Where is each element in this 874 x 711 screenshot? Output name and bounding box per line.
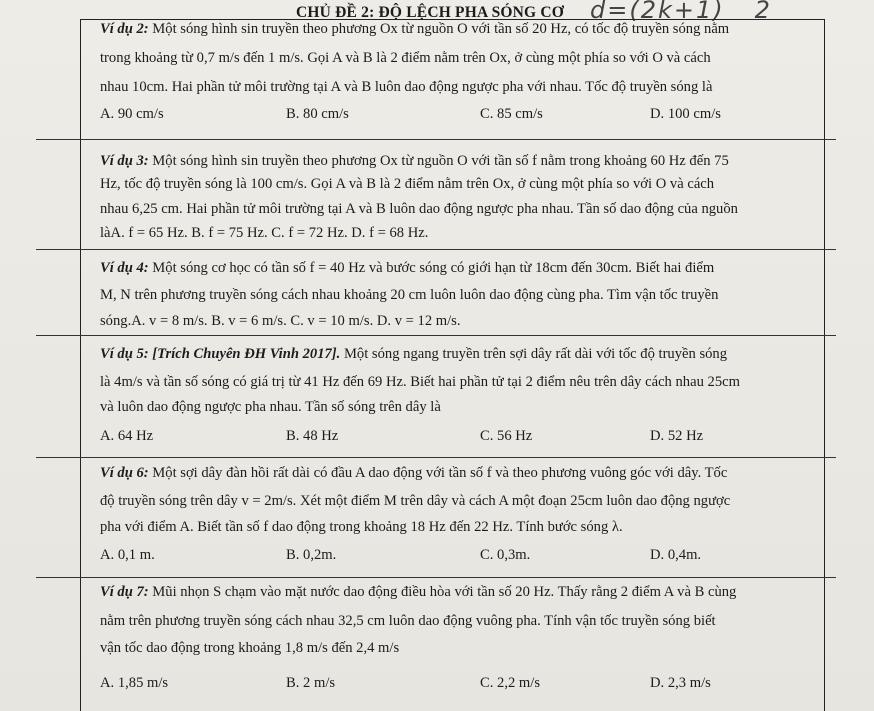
example-5-option-c: C. 56 Hz xyxy=(480,428,533,444)
example-7-label: Ví dụ 7: xyxy=(100,584,149,600)
example-7-option-c: C. 2,2 m/s xyxy=(480,675,541,691)
example-5-option-a: A. 64 Hz xyxy=(100,428,154,444)
example-2-line-3: nhau 10cm. Hai phần tử môi trường tại A và B luôn dao động ngược pha với nhau. Tốc độ truyền sóng là xyxy=(100,79,713,95)
example-7-option-d: D. 2,3 m/s xyxy=(650,675,711,691)
example-7-line-1: Ví dụ 7: Mũi nhọn S chạm vào mặt nước dao động điều hòa với tần số 20 Hz. Thấy rằng 2 điểm A và B cùng xyxy=(100,584,737,600)
example-2-option-c: C. 85 cm/s xyxy=(480,106,543,122)
example-5-line-1: Ví dụ 5: [Trích Chuyên ĐH Vinh 2017]. Một sóng ngang truyền trên sợi dây rất dài với tốc độ truyền sóng xyxy=(100,346,728,362)
example-3-label: Ví dụ 3: xyxy=(100,153,149,169)
example-3-row xyxy=(36,139,836,250)
example-3-options: làA. f = 65 Hz. B. f = 75 Hz. C. f = 72 Hz. D. f = 68 Hz. xyxy=(100,225,429,241)
example-2-label: Ví dụ 2: xyxy=(100,21,149,37)
example-6-option-d: D. 0,4m. xyxy=(650,547,702,563)
example-7-line-2: nằm trên phương truyền sóng cách nhau 32,5 cm luôn dao động vuông pha. Tính vận tốc truyền sóng biết xyxy=(100,613,716,629)
example-3-line-2: Hz, tốc độ truyền sóng là 100 cm/s. Gọi A và B là 2 điểm nằm trên Ox, ở cùng một phía so với O và cách xyxy=(100,176,715,192)
example-4-options: sóng.A. v = 8 m/s. B. v = 6 m/s. C. v = 10 m/s. D. v = 12 m/s. xyxy=(100,313,461,329)
example-6-line-2: độ truyền sóng trên dây v = 2m/s. Xét một điểm M trên dây và cách A một đoạn 25cm luôn dao động ngược xyxy=(100,493,731,509)
example-6-row xyxy=(36,457,836,578)
example-4-row xyxy=(36,249,836,336)
example-4-line-2: M, N trên phương truyền sóng cách nhau khoảng 20 cm luôn luôn dao động cùng pha. Tìm vận tốc truyền xyxy=(100,287,719,303)
example-5-label: Ví dụ 5: [Trích Chuyên ĐH Vinh 2017]. xyxy=(100,346,341,362)
example-5-line-3: và luôn dao động ngược pha nhau. Tần số sóng trên dây là xyxy=(100,399,441,415)
example-5-option-d: D. 52 Hz xyxy=(650,428,704,444)
example-7-option-a: A. 1,85 m/s xyxy=(100,675,169,691)
example-2-row xyxy=(36,19,836,140)
example-2-line-2: trong khoảng từ 0,7 m/s đến 1 m/s. Gọi A và B là 2 điểm nằm trên Ox, ở cùng một phía so với O và cách xyxy=(100,50,711,66)
example-2-option-a: A. 90 cm/s xyxy=(100,106,164,122)
example-7-line-3: vận tốc dao động trong khoảng 1,8 m/s đến 2,4 m/s xyxy=(100,640,400,656)
example-6-option-b: B. 0,2m. xyxy=(286,547,337,563)
example-4-label: Ví dụ 4: xyxy=(100,260,149,276)
example-6-option-a: A. 0,1 m. xyxy=(100,547,155,563)
example-5-row xyxy=(36,335,836,458)
example-2-line-1: Ví dụ 2: Một sóng hình sin truyền theo phương Ox từ nguồn O với tần số 20 Hz, có tốc độ truyền sóng nằm xyxy=(100,21,730,37)
example-7-row xyxy=(36,577,836,711)
example-2-option-d: D. 100 cm/s xyxy=(650,106,721,122)
example-2-option-b: B. 80 cm/s xyxy=(286,106,349,122)
example-3-line-3: nhau 6,25 cm. Hai phần tử môi trường tại A và B luôn dao động ngược pha nhau. Tần số dao động của nguồn xyxy=(100,201,738,217)
example-5-option-b: B. 48 Hz xyxy=(286,428,339,444)
example-7-option-b: B. 2 m/s xyxy=(286,675,336,691)
example-5-line-2: là 4m/s và tần số sóng có giá trị từ 41 Hz đến 69 Hz. Biết hai phần tử tại 2 điểm nêu trên dây cách nhau 25cm xyxy=(100,374,740,390)
handwritten-note: d=(2k+1) xyxy=(590,0,725,24)
example-3-line-1: Ví dụ 3: Một sóng hình sin truyền theo phương Ox từ nguồn O với tần số f nằm trong khoảng 60 Hz đến 75 xyxy=(100,153,729,169)
example-4-line-1: Ví dụ 4: Một sóng cơ học có tần số f = 40 Hz và bước sóng có giới hạn từ 18cm đến 30cm. Biết hai điểm xyxy=(100,260,715,276)
example-6-line-3: pha với điểm A. Biết tần số f dao động trong khoảng 18 Hz đến 22 Hz. Tính bước sóng λ. xyxy=(100,519,623,535)
handwritten-tail: 2 xyxy=(754,0,772,24)
example-6-option-c: C. 0,3m. xyxy=(480,547,531,563)
page-title: CHỦ ĐỀ 2: ĐỘ LỆCH PHA SÓNG CƠ xyxy=(296,4,565,21)
example-6-label: Ví dụ 6: xyxy=(100,465,149,481)
example-6-line-1: Ví dụ 6: Một sợi dây đàn hồi rất dài có đầu A dao động với tần số f và theo phương vuông góc với dây. Tốc xyxy=(100,465,728,481)
